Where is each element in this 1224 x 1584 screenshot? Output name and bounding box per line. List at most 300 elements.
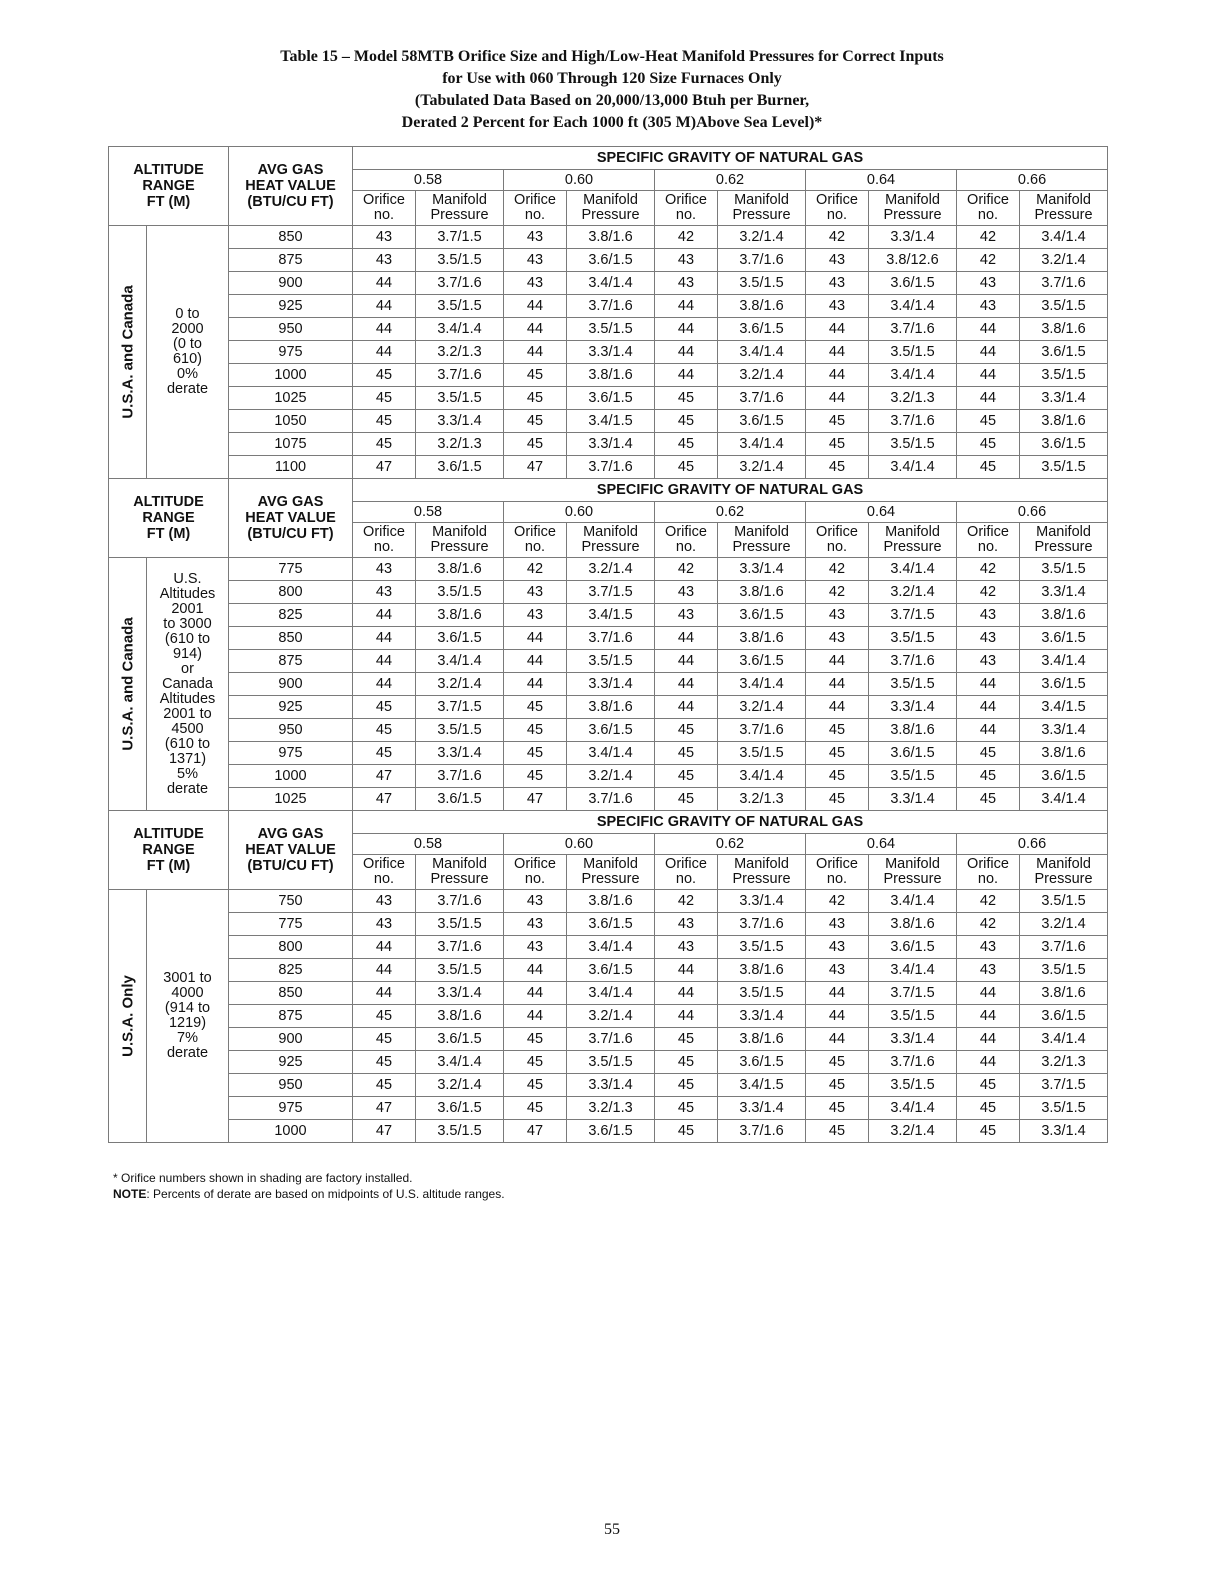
header-line: FT (M): [146, 526, 191, 542]
table-row: [109, 387, 1108, 410]
manifold-pressure-cell: 3.3/1.4: [869, 1028, 957, 1051]
manifold-pressure-cell: 3.5/1.5: [567, 1051, 655, 1074]
table-row: [109, 982, 1108, 1005]
table-body: [109, 147, 1108, 1143]
orifice-cell: 43: [353, 226, 416, 249]
header-line: Orifice: [363, 524, 405, 540]
heat-value-cell: 850: [229, 226, 353, 249]
altitude-line: (610 to: [164, 630, 211, 647]
manifold-pressure-cell: 3.8/1.6: [1020, 982, 1108, 1005]
table-row: [109, 936, 1108, 959]
header-line: FT (M): [146, 194, 191, 210]
manifold-pressure-cell: 3.6/1.5: [416, 627, 504, 650]
orifice-cell: 43: [806, 936, 869, 959]
orifice-cell: 45: [504, 433, 567, 456]
table-row: [109, 341, 1108, 364]
manifold-pressure-header: [1020, 523, 1108, 558]
altitude-line: 1219): [168, 1015, 207, 1031]
altitude-line: (914 to: [164, 1000, 211, 1016]
manifold-pressure-cell: 3.8/1.6: [416, 604, 504, 627]
orifice-cell: 45: [504, 719, 567, 742]
orifice-cell: 47: [353, 1097, 416, 1120]
orifice-cell: 43: [504, 272, 567, 295]
orifice-cell: 43: [655, 272, 718, 295]
manifold-pressure-header: [416, 191, 504, 226]
orifice-no-header: [957, 855, 1020, 890]
manifold-pressure-cell: 3.3/1.4: [567, 1074, 655, 1097]
header-line: Pressure: [732, 539, 791, 555]
orifice-cell: 45: [957, 410, 1020, 433]
manifold-pressure-cell: 3.5/1.5: [869, 765, 957, 788]
header-line: AVG GAS: [257, 162, 324, 178]
manifold-pressure-cell: 3.3/1.4: [869, 226, 957, 249]
gravity-value-header: 0.58: [353, 502, 504, 523]
orifice-cell: 45: [655, 1074, 718, 1097]
heat-value-cell: 950: [229, 318, 353, 341]
orifice-cell: 43: [655, 249, 718, 272]
orifice-cell: 45: [806, 1051, 869, 1074]
manifold-pressure-cell: 3.5/1.5: [416, 581, 504, 604]
manifold-pressure-cell: 3.4/1.4: [869, 959, 957, 982]
orifice-cell: 45: [957, 433, 1020, 456]
orifice-no-header: [504, 855, 567, 890]
header-line: Orifice: [665, 524, 707, 540]
header-line: no.: [977, 871, 999, 887]
table-row: [109, 318, 1108, 341]
orifice-cell: 43: [504, 581, 567, 604]
header-line: Pressure: [430, 539, 489, 555]
manifold-pressure-cell: 3.4/1.4: [1020, 1028, 1108, 1051]
manifold-pressure-cell: 3.4/1.4: [416, 650, 504, 673]
manifold-pressure-cell: 3.3/1.4: [718, 1097, 806, 1120]
manifold-pressure-cell: 3.6/1.5: [1020, 1005, 1108, 1028]
orifice-cell: 47: [353, 788, 416, 811]
altitude-line: 7%: [177, 1030, 198, 1046]
orifice-no-header: [957, 191, 1020, 226]
manifold-pressure-cell: 3.4/1.4: [567, 936, 655, 959]
header-line: Pressure: [883, 539, 942, 555]
region-label: U.S.A. and Canada: [119, 617, 136, 751]
gravity-value-header: 0.60: [504, 834, 655, 855]
orifice-cell: 44: [504, 650, 567, 673]
manifold-pressure-header: [567, 523, 655, 558]
orifice-cell: 43: [655, 913, 718, 936]
header-line: Pressure: [1034, 539, 1093, 555]
manifold-pressure-cell: 3.7/1.6: [416, 765, 504, 788]
manifold-pressure-header: [1020, 855, 1108, 890]
altitude-line: derate: [166, 780, 209, 797]
orifice-cell: 45: [806, 1120, 869, 1143]
header-line: no.: [373, 871, 395, 887]
orifice-cell: 45: [957, 1120, 1020, 1143]
orifice-cell: 47: [353, 456, 416, 479]
orifice-cell: 45: [353, 387, 416, 410]
manifold-pressure-cell: 3.8/1.6: [416, 1005, 504, 1028]
orifice-cell: 43: [353, 581, 416, 604]
table-row: [109, 433, 1108, 456]
manifold-pressure-cell: 3.8/1.6: [718, 1028, 806, 1051]
region-label: U.S.A. Only: [119, 975, 136, 1057]
header-line: Orifice: [514, 192, 556, 208]
gravity-value-header: 0.62: [655, 170, 806, 191]
manifold-pressure-cell: 3.4/1.4: [416, 318, 504, 341]
manifold-pressure-cell: 3.5/1.5: [416, 959, 504, 982]
manifold-pressure-cell: 3.7/1.5: [1020, 1074, 1108, 1097]
manifold-pressure-cell: 3.4/1.4: [416, 1051, 504, 1074]
orifice-cell: 45: [806, 1097, 869, 1120]
manifold-pressure-cell: 3.5/1.5: [416, 1120, 504, 1143]
header-line: ALTITUDE: [133, 162, 204, 178]
header-line: Orifice: [816, 856, 858, 872]
orifice-cell: 45: [806, 765, 869, 788]
header-line: Pressure: [732, 871, 791, 887]
manifold-pressure-cell: 3.7/1.6: [567, 295, 655, 318]
header-line: Manifold: [1036, 524, 1091, 540]
orifice-cell: 45: [504, 742, 567, 765]
orifice-no-header: [655, 523, 718, 558]
heat-value-cell: 975: [229, 742, 353, 765]
orifice-cell: 45: [806, 433, 869, 456]
altitude-line: derate: [166, 1045, 209, 1061]
manifold-pressure-cell: 3.2/1.4: [718, 456, 806, 479]
orifice-cell: 44: [806, 650, 869, 673]
manifold-pressure-cell: 3.6/1.5: [718, 410, 806, 433]
table-row: [109, 627, 1108, 650]
table-row: [109, 1120, 1108, 1143]
title-line: Derated 2 Percent for Each 1000 ft (305 M)Above Sea Level)*: [401, 114, 823, 131]
orifice-cell: 44: [353, 295, 416, 318]
orifice-cell: 44: [957, 364, 1020, 387]
header-line: Pressure: [1034, 871, 1093, 887]
manifold-pressure-cell: 3.5/1.5: [416, 295, 504, 318]
orifice-cell: 44: [806, 673, 869, 696]
table-title: [0, 46, 1224, 134]
manifold-pressure-cell: 3.8/1.6: [416, 558, 504, 581]
title-line: Table 15 – Model 58MTB Orifice Size and High/Low-Heat Manifold Pressures for Correct Inputs: [280, 48, 944, 65]
manifold-pressure-cell: 3.3/1.4: [718, 1005, 806, 1028]
manifold-pressure-cell: 3.6/1.5: [567, 1120, 655, 1143]
region-label-cell: [109, 558, 147, 811]
header-line: Orifice: [967, 856, 1009, 872]
orifice-cell: 45: [504, 1074, 567, 1097]
table-row: [109, 295, 1108, 318]
gravity-value-header: 0.66: [957, 170, 1108, 191]
manifold-pressure-cell: 3.5/1.5: [1020, 959, 1108, 982]
gravity-value-header: 0.62: [655, 834, 806, 855]
orifice-cell: 44: [655, 650, 718, 673]
manifold-pressure-cell: 3.5/1.5: [1020, 890, 1108, 913]
manifold-pressure-cell: 3.5/1.5: [416, 719, 504, 742]
table-row: [109, 226, 1108, 249]
header-line: no.: [524, 207, 546, 223]
heat-value-header: [229, 479, 353, 558]
orifice-cell: 43: [957, 295, 1020, 318]
manifold-pressure-cell: 3.4/1.4: [567, 272, 655, 295]
orifice-cell: 42: [957, 249, 1020, 272]
header-line: Pressure: [581, 539, 640, 555]
orifice-cell: 44: [806, 982, 869, 1005]
header-line: Orifice: [816, 192, 858, 208]
orifice-no-header: [655, 855, 718, 890]
orifice-cell: 45: [806, 1074, 869, 1097]
manifold-pressure-cell: 3.8/12.6: [869, 249, 957, 272]
manifold-pressure-cell: 3.7/1.6: [1020, 272, 1108, 295]
orifice-cell: 42: [957, 890, 1020, 913]
header-line: Pressure: [430, 871, 489, 887]
manifold-pressure-cell: 3.7/1.5: [416, 696, 504, 719]
heat-value-cell: 875: [229, 249, 353, 272]
orifice-cell: 44: [806, 1028, 869, 1051]
table-row: [109, 1074, 1108, 1097]
orifice-cell: 45: [353, 1005, 416, 1028]
manifold-pressure-cell: 3.2/1.3: [1020, 1051, 1108, 1074]
orifice-cell: 44: [504, 627, 567, 650]
manifold-pressure-cell: 3.5/1.5: [869, 433, 957, 456]
orifice-cell: 43: [957, 959, 1020, 982]
manifold-pressure-cell: 3.6/1.5: [1020, 433, 1108, 456]
manifold-pressure-cell: 3.3/1.4: [1020, 387, 1108, 410]
orifice-cell: 45: [504, 696, 567, 719]
orifice-cell: 43: [353, 249, 416, 272]
table-row: [109, 959, 1108, 982]
orifice-cell: 43: [806, 627, 869, 650]
manifold-pressure-cell: 3.7/1.5: [567, 581, 655, 604]
specific-gravity-header: SPECIFIC GRAVITY OF NATURAL GAS: [353, 479, 1108, 502]
header-line: no.: [373, 539, 395, 555]
table-row: [109, 719, 1108, 742]
manifold-pressure-cell: 3.7/1.6: [869, 650, 957, 673]
heat-value-cell: 875: [229, 1005, 353, 1028]
header-line: no.: [524, 871, 546, 887]
altitude-range-header: [109, 479, 229, 558]
note-label: NOTE: [113, 1187, 147, 1201]
heat-value-cell: 800: [229, 581, 353, 604]
manifold-pressure-cell: 3.2/1.4: [416, 673, 504, 696]
manifold-pressure-cell: 3.6/1.5: [416, 788, 504, 811]
manifold-pressure-cell: 3.4/1.4: [869, 295, 957, 318]
manifold-pressure-cell: 3.2/1.4: [869, 581, 957, 604]
manifold-pressure-cell: 3.6/1.5: [1020, 627, 1108, 650]
manifold-pressure-cell: 3.7/1.6: [416, 890, 504, 913]
orifice-cell: 44: [353, 982, 416, 1005]
manifold-pressure-cell: 3.4/1.4: [869, 1097, 957, 1120]
orifice-cell: 44: [504, 318, 567, 341]
orifice-pressure-table: [108, 146, 1108, 1143]
manifold-pressure-cell: 3.4/1.4: [869, 364, 957, 387]
altitude-line: 4500: [171, 720, 204, 737]
header-line: no.: [826, 207, 848, 223]
orifice-cell: 47: [504, 788, 567, 811]
altitude-line: 610): [172, 351, 203, 367]
orifice-cell: 44: [957, 673, 1020, 696]
orifice-cell: 45: [655, 410, 718, 433]
orifice-cell: 43: [957, 604, 1020, 627]
manifold-pressure-cell: 3.8/1.6: [718, 627, 806, 650]
header-line: Pressure: [732, 207, 791, 223]
specific-gravity-header: SPECIFIC GRAVITY OF NATURAL GAS: [353, 811, 1108, 834]
manifold-pressure-cell: 3.7/1.5: [416, 226, 504, 249]
orifice-cell: 45: [957, 456, 1020, 479]
manifold-pressure-cell: 3.6/1.5: [869, 742, 957, 765]
manifold-pressure-cell: 3.3/1.4: [869, 788, 957, 811]
manifold-pressure-cell: 3.4/1.4: [1020, 226, 1108, 249]
altitude-line: 3001 to: [163, 970, 212, 986]
orifice-cell: 45: [655, 387, 718, 410]
manifold-pressure-cell: 3.8/1.6: [567, 226, 655, 249]
manifold-pressure-cell: 3.4/1.5: [1020, 696, 1108, 719]
manifold-pressure-cell: 3.5/1.5: [567, 318, 655, 341]
table-row: [109, 1005, 1108, 1028]
orifice-cell: 45: [353, 696, 416, 719]
heat-value-cell: 1000: [229, 765, 353, 788]
header-line: no.: [675, 871, 697, 887]
altitude-range-cell: [147, 226, 229, 479]
altitude-line: 2001: [171, 600, 204, 617]
header-line: no.: [977, 539, 999, 555]
orifice-cell: 45: [504, 1097, 567, 1120]
manifold-pressure-cell: 3.6/1.5: [718, 604, 806, 627]
orifice-no-header: [957, 523, 1020, 558]
header-line: Pressure: [581, 207, 640, 223]
manifold-pressure-cell: 3.8/1.6: [718, 295, 806, 318]
orifice-cell: 44: [504, 1005, 567, 1028]
manifold-pressure-header: [718, 855, 806, 890]
heat-value-cell: 1050: [229, 410, 353, 433]
orifice-cell: 43: [806, 272, 869, 295]
orifice-cell: 44: [806, 387, 869, 410]
specific-gravity-header: SPECIFIC GRAVITY OF NATURAL GAS: [353, 147, 1108, 170]
orifice-cell: 47: [353, 765, 416, 788]
manifold-pressure-cell: 3.2/1.3: [869, 387, 957, 410]
orifice-cell: 45: [353, 1028, 416, 1051]
heat-value-cell: 975: [229, 1097, 353, 1120]
header-line: HEAT VALUE: [245, 842, 336, 858]
orifice-cell: 43: [504, 913, 567, 936]
orifice-cell: 44: [806, 696, 869, 719]
table-row: [109, 558, 1108, 581]
orifice-cell: 45: [504, 410, 567, 433]
orifice-cell: 43: [806, 959, 869, 982]
manifold-pressure-cell: 3.2/1.4: [567, 558, 655, 581]
manifold-pressure-cell: 3.2/1.3: [416, 433, 504, 456]
orifice-cell: 44: [806, 1005, 869, 1028]
orifice-cell: 44: [504, 959, 567, 982]
orifice-cell: 45: [504, 765, 567, 788]
manifold-pressure-cell: 3.7/1.6: [718, 719, 806, 742]
orifice-cell: 43: [806, 913, 869, 936]
orifice-no-header: [353, 855, 416, 890]
orifice-cell: 44: [353, 272, 416, 295]
manifold-pressure-cell: 3.3/1.4: [718, 558, 806, 581]
manifold-pressure-cell: 3.6/1.5: [1020, 341, 1108, 364]
manifold-pressure-cell: 3.8/1.6: [869, 719, 957, 742]
manifold-pressure-cell: 3.2/1.4: [718, 226, 806, 249]
header-line: Manifold: [583, 192, 638, 208]
manifold-pressure-cell: 3.3/1.4: [567, 433, 655, 456]
orifice-no-header: [504, 523, 567, 558]
orifice-cell: 43: [957, 650, 1020, 673]
heat-value-cell: 875: [229, 650, 353, 673]
orifice-cell: 44: [655, 959, 718, 982]
manifold-pressure-cell: 3.2/1.4: [1020, 913, 1108, 936]
heat-value-cell: 775: [229, 913, 353, 936]
orifice-cell: 44: [957, 387, 1020, 410]
orifice-cell: 45: [655, 765, 718, 788]
orifice-cell: 43: [353, 890, 416, 913]
orifice-cell: 45: [957, 1097, 1020, 1120]
table-row: [109, 788, 1108, 811]
header-line: Manifold: [432, 192, 487, 208]
manifold-pressure-cell: 3.4/1.5: [718, 1074, 806, 1097]
manifold-pressure-header: [567, 191, 655, 226]
header-line: no.: [373, 207, 395, 223]
orifice-no-header: [353, 191, 416, 226]
orifice-cell: 45: [353, 742, 416, 765]
orifice-cell: 44: [504, 341, 567, 364]
table-row: [109, 742, 1108, 765]
manifold-pressure-cell: 3.3/1.4: [416, 410, 504, 433]
header-line: Orifice: [514, 856, 556, 872]
table-row: [109, 765, 1108, 788]
orifice-cell: 44: [957, 318, 1020, 341]
gravity-value-header: 0.66: [957, 502, 1108, 523]
manifold-pressure-cell: 3.7/1.6: [718, 249, 806, 272]
orifice-cell: 44: [504, 295, 567, 318]
manifold-pressure-cell: 3.4/1.4: [1020, 788, 1108, 811]
manifold-pressure-cell: 3.7/1.6: [567, 627, 655, 650]
orifice-cell: 43: [957, 936, 1020, 959]
header-line: Pressure: [1034, 207, 1093, 223]
header-line: Orifice: [665, 856, 707, 872]
heat-value-header: [229, 147, 353, 226]
altitude-line: Canada: [162, 675, 213, 692]
orifice-cell: 45: [655, 788, 718, 811]
orifice-cell: 45: [806, 742, 869, 765]
table-row: [109, 581, 1108, 604]
header-line: (BTU/CU FT): [247, 858, 334, 874]
orifice-cell: 44: [957, 982, 1020, 1005]
header-line: Orifice: [967, 192, 1009, 208]
manifold-pressure-cell: 3.7/1.5: [869, 982, 957, 1005]
orifice-cell: 45: [806, 456, 869, 479]
manifold-pressure-cell: 3.7/1.5: [869, 604, 957, 627]
manifold-pressure-cell: 3.8/1.6: [869, 913, 957, 936]
altitude-line: 2001 to: [163, 705, 212, 722]
header-line: Orifice: [967, 524, 1009, 540]
orifice-cell: 45: [655, 742, 718, 765]
altitude-line: 0%: [177, 366, 198, 382]
manifold-pressure-cell: 3.2/1.3: [567, 1097, 655, 1120]
orifice-cell: 45: [655, 1051, 718, 1074]
orifice-cell: 42: [655, 890, 718, 913]
header-line: no.: [977, 207, 999, 223]
manifold-pressure-cell: 3.4/1.4: [718, 433, 806, 456]
orifice-cell: 44: [957, 1028, 1020, 1051]
table-row: [109, 249, 1108, 272]
orifice-no-header: [806, 855, 869, 890]
manifold-pressure-cell: 3.6/1.5: [416, 1097, 504, 1120]
orifice-cell: 45: [353, 1074, 416, 1097]
manifold-pressure-cell: 3.3/1.4: [416, 982, 504, 1005]
manifold-pressure-header: [869, 855, 957, 890]
orifice-cell: 44: [957, 696, 1020, 719]
page-number: 55: [604, 1521, 620, 1538]
manifold-pressure-cell: 3.8/1.6: [1020, 410, 1108, 433]
manifold-pressure-cell: 3.5/1.5: [869, 673, 957, 696]
gravity-value-header: 0.64: [806, 834, 957, 855]
manifold-pressure-cell: 3.6/1.5: [869, 936, 957, 959]
manifold-pressure-cell: 3.5/1.5: [416, 387, 504, 410]
